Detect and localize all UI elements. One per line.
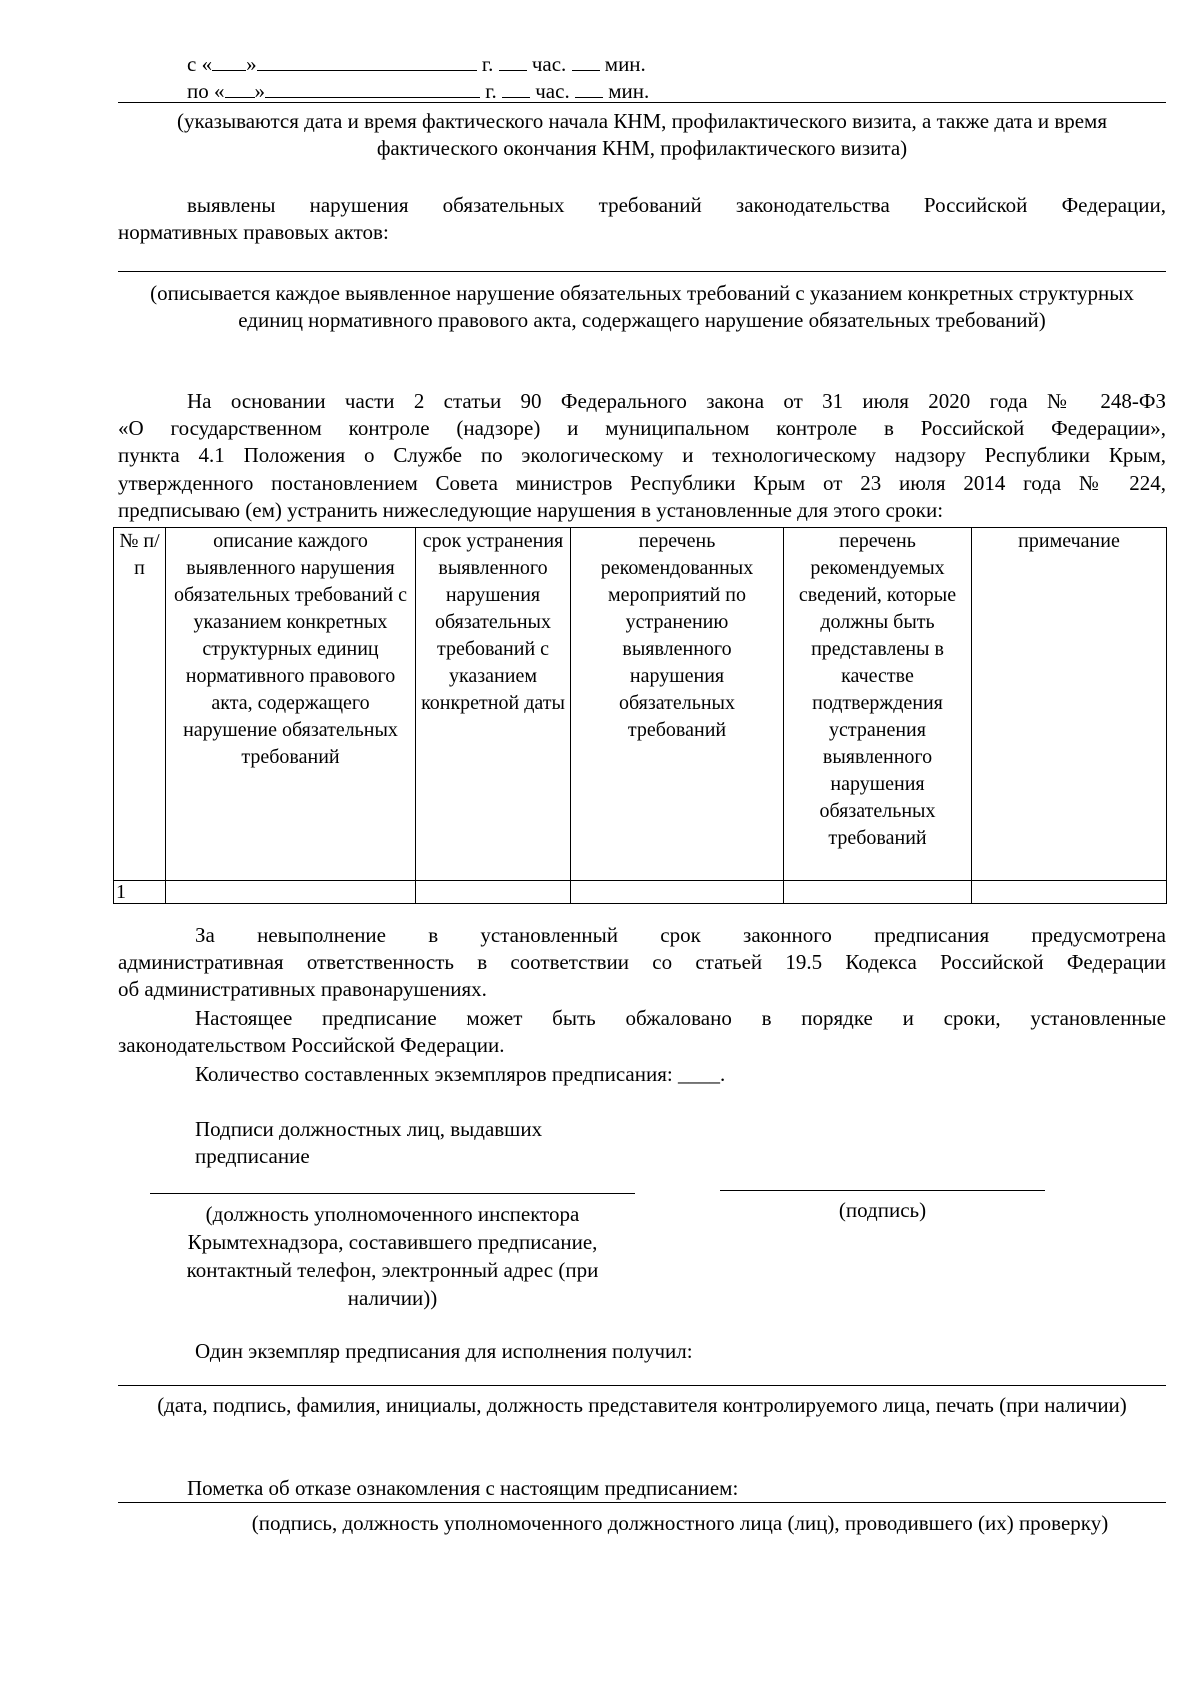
period-to-prefix: по «: [187, 79, 225, 103]
row-deadline: [416, 881, 571, 904]
violations-intro-line2: нормативных правовых актов:: [118, 220, 389, 244]
header-measures: перечень рекомендованных мероприятий по устранению выявленного нарушения обязательных требований: [571, 528, 784, 881]
basis-line5: предписываю (ем) устранить нижеследующие нарушения в установленные для этого сроки:: [118, 498, 944, 522]
liability-line2: административная ответственность в соответствии со статьей 19.5 Кодекса Российской Федерации: [118, 950, 1166, 974]
period-from-line: [187, 48, 646, 78]
signatures-heading-line1: Подписи должностных лиц, выдавших: [195, 1117, 543, 1141]
signatures-heading-line2: предписание: [195, 1144, 310, 1168]
received-rule: [118, 1385, 1166, 1386]
header-evidence: перечень рекомендуемых сведений, которые должны быть представлены в качестве подтверждения устранения выявленного нарушения обязательных требований: [784, 528, 972, 881]
quote-close: »: [254, 79, 265, 103]
refusal-label: Пометка об отказе ознакомления с настоящим предписанием:: [187, 1476, 739, 1500]
row-evidence: [784, 881, 972, 904]
table-row: [114, 881, 1167, 904]
header-number: № п/п: [114, 528, 166, 881]
year-label: г.: [485, 79, 497, 103]
hours-label: час.: [531, 52, 567, 76]
period-caption: (указываются дата и время фактического начала КНМ, профилактического визита, а также дата и время фактического окончания КНМ, профилактического визита): [176, 109, 1108, 160]
minutes-label: мин.: [604, 52, 646, 76]
day-to-blank: [225, 75, 255, 98]
row-number: 1: [114, 881, 166, 904]
refusal-caption: (подпись, должность уполномоченного должностного лица (лиц), проводившего (их) проверку): [251, 1511, 1109, 1535]
hours-label: час.: [535, 79, 570, 103]
hours-from-blank: [499, 48, 527, 71]
minutes-from-blank: [572, 48, 600, 71]
violations-table: [113, 527, 1167, 904]
hours-to-blank: [502, 75, 530, 98]
period-rule: [118, 102, 1166, 103]
header-description: описание каждого выявленного нарушения обязательных требований с указанием конкретных структурных единиц нормативного правового акта, содержащего нарушение обязательных требований: [166, 528, 416, 881]
header-deadline: срок устранения выявленного нарушения обязательных требований с указанием конкретной даты: [416, 528, 571, 881]
basis-line4: утвержденного постановлением Совета министров Республики Крым от 23 июля 2014 года № 224,: [118, 471, 1166, 495]
refusal-rule: [118, 1502, 1166, 1503]
basis-line1: На основании части 2 статьи 90 Федерального закона от 31 июля 2020 года № 248-ФЗ: [187, 389, 1166, 413]
period-from-prefix: с «: [187, 52, 213, 76]
minutes-label: мин.: [608, 79, 650, 103]
signature-rule: [720, 1190, 1045, 1191]
signature-caption: (подпись): [838, 1198, 927, 1222]
header-note: примечание: [972, 528, 1167, 881]
row-note: [972, 881, 1167, 904]
minutes-to-blank: [575, 75, 603, 98]
quote-close: »: [246, 52, 257, 76]
table-header-row: [114, 528, 1167, 881]
liability-line1: За невыполнение в установленный срок законного предписания предусмотрена: [195, 923, 1166, 947]
violations-rule: [118, 271, 1166, 272]
month-to-blank: [265, 75, 480, 98]
violations-intro-line1: выявлены нарушения обязательных требований законодательства Российской Федерации,: [187, 193, 1166, 217]
year-label: г.: [481, 52, 494, 76]
day-from-blank: [212, 48, 246, 71]
copies-count: Количество составленных экземпляров предписания: ____.: [195, 1062, 726, 1086]
basis-line2: «О государственном контроле (надзоре) и муниципальном контроле в Российской Федерации»,: [118, 416, 1166, 440]
appeal-line2: законодательством Российской Федерации.: [118, 1033, 505, 1057]
period-to-line: [187, 75, 649, 105]
basis-line3: пункта 4.1 Положения о Службе по экологическому и технологическому надзору Республики Крым,: [118, 443, 1166, 467]
position-caption: (должность уполномоченного инспектора Крымтехнадзора, составившего предписание, контактный телефон, электронный адрес (при наличии)): [186, 1202, 599, 1310]
received-caption: (дата, подпись, фамилия, инициалы, должность представителя контролируемого лица, печать (при наличии): [157, 1393, 1127, 1417]
liability-line3: об административных правонарушениях.: [118, 977, 487, 1001]
position-signature-rule: [150, 1193, 635, 1194]
violations-caption: (описывается каждое выявленное нарушение обязательных требований с указанием конкретных структурных единиц нормативного правового акта, содержащего нарушение обязательных требований): [150, 281, 1134, 332]
row-description: [166, 881, 416, 904]
month-from-blank: [257, 48, 477, 71]
row-measures: [571, 881, 784, 904]
appeal-line1: Настоящее предписание может быть обжаловано в порядке и сроки, установленные: [195, 1006, 1166, 1030]
received-label: Один экземпляр предписания для исполнения получил:: [195, 1339, 693, 1363]
